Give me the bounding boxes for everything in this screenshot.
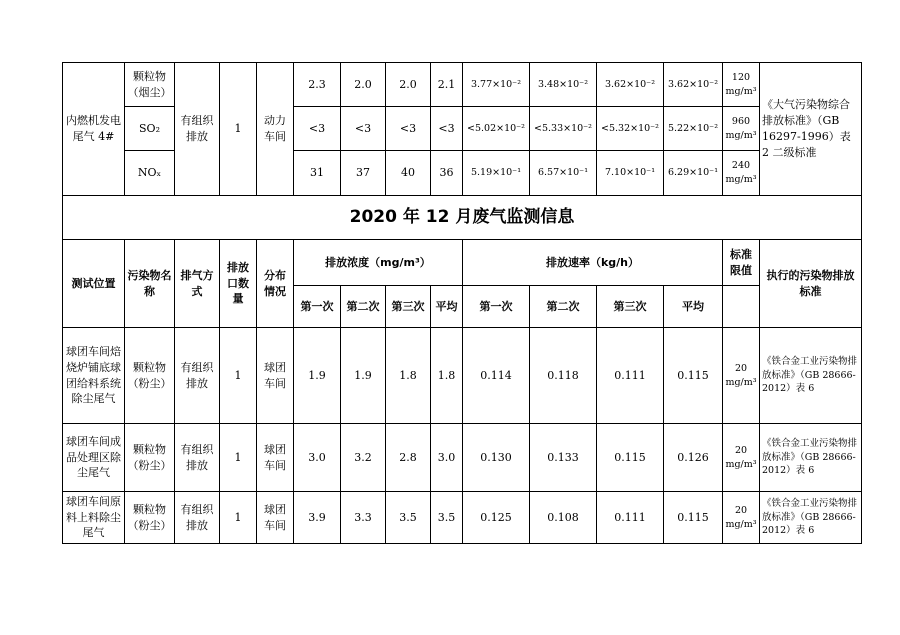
rate-cell: 0.118 [530,328,597,424]
limit-cell: 20 mg/m³ [723,424,760,492]
rate-cell: 6.29×10⁻¹ [664,151,723,196]
limit-cell: 240 mg/m³ [723,151,760,196]
distribution-cell: 球团车间 [257,328,294,424]
rate-cell: 0.126 [664,424,723,492]
conc-cell: 37 [341,151,386,196]
table-row [63,63,862,107]
mode-cell: 有组织排放 [175,63,220,196]
rate-cell: 0.115 [597,424,664,492]
limit-cell: 20 mg/m³ [723,492,760,544]
conc-cell: 3.2 [341,424,386,492]
pollutant-cell: 颗粒物（粉尘） [125,492,175,544]
conc-cell: <3 [341,107,386,151]
distribution-cell: 球团车间 [257,492,294,544]
conc-cell: <3 [386,107,431,151]
mode-cell: 有组织排放 [175,492,220,544]
conc-cell: 3.0 [431,424,463,492]
header-limit: 标准限值 [723,240,760,286]
conc-cell: 31 [294,151,341,196]
conc-cell: 3.3 [341,492,386,544]
conc-cell: 3.5 [431,492,463,544]
pollutant-cell: 颗粒物（粉尘） [125,328,175,424]
table-row [63,424,862,492]
header-concentration: 排放浓度（mg/m³） [294,240,463,286]
conc-cell: 3.5 [386,492,431,544]
conc-cell: 3.0 [294,424,341,492]
standard-cell: 《铁合金工业污染物排放标准》（GB 28666-2012）表 6 [760,492,862,544]
conc-cell: 1.9 [294,328,341,424]
mode-cell: 有组织排放 [175,328,220,424]
header-location: 测试位置 [63,240,125,328]
rate-cell: 3.62×10⁻² [597,63,664,107]
conc-cell: 2.1 [431,63,463,107]
subheader-cell: 第二次 [530,286,597,328]
header-mode: 排气方式 [175,240,220,328]
table-row [63,328,862,424]
location-cell: 球团车间焙烧炉铺底球团给料系统除尘尾气 [63,328,125,424]
rate-cell: 5.22×10⁻² [664,107,723,151]
location-cell: 球团车间原料上料除尘尾气 [63,492,125,544]
subheader-cell: 第三次 [597,286,664,328]
conc-cell: 2.0 [386,63,431,107]
pollutant-cell: 颗粒物（粉尘） [125,424,175,492]
subheader-cell: 平均 [664,286,723,328]
subheader-cell: 第三次 [386,286,431,328]
rate-cell: 6.57×10⁻¹ [530,151,597,196]
rate-cell: 0.130 [463,424,530,492]
pollutant-cell: SO₂ [125,107,175,151]
conc-cell: 40 [386,151,431,196]
rate-cell: 0.133 [530,424,597,492]
pollutant-cell: NOₓ [125,151,175,196]
rate-cell: 3.48×10⁻² [530,63,597,107]
header-outlets: 排放口数量 [220,240,257,328]
rate-cell: <5.02×10⁻² [463,107,530,151]
location-cell: 球团车间成品处理区除尘尾气 [63,424,125,492]
table-row [63,492,862,544]
conc-cell: 2.0 [341,63,386,107]
rate-cell: 3.62×10⁻² [664,63,723,107]
header-standard: 执行的污染物排放标准 [760,240,862,328]
outlets-cell: 1 [220,424,257,492]
rate-cell: <5.32×10⁻² [597,107,664,151]
standard-cell: 《大气污染物综合排放标准》（GB 16297-1996）表 2 二级标准 [760,63,862,196]
conc-cell: 2.8 [386,424,431,492]
rate-cell: 0.115 [664,328,723,424]
conc-cell: 1.8 [431,328,463,424]
rate-cell: <5.33×10⁻² [530,107,597,151]
header-row [63,240,862,286]
location-cell: 内燃机发电尾气 4# [63,63,125,196]
pollutant-cell: 颗粒物（烟尘） [125,63,175,107]
rate-cell: 3.77×10⁻² [463,63,530,107]
rate-cell: 7.10×10⁻¹ [597,151,664,196]
distribution-cell: 球团车间 [257,424,294,492]
subheader-cell: 平均 [431,286,463,328]
conc-cell: <3 [431,107,463,151]
conc-cell: 1.8 [386,328,431,424]
section-title: 2020 年 12 月废气监测信息 [63,196,862,240]
standard-cell: 《铁合金工业污染物排放标准》（GB 28666-2012）表 6 [760,424,862,492]
conc-cell: 1.9 [341,328,386,424]
conc-cell: 36 [431,151,463,196]
rate-cell: 0.108 [530,492,597,544]
outlets-cell: 1 [220,63,257,196]
rate-cell: 5.19×10⁻¹ [463,151,530,196]
distribution-cell: 动力车间 [257,63,294,196]
mode-cell: 有组织排放 [175,424,220,492]
standard-cell: 《铁合金工业污染物排放标准》（GB 28666-2012）表 6 [760,328,862,424]
rate-cell: 0.111 [597,328,664,424]
header-pollutant: 污染物名称 [125,240,175,328]
header-rate: 排放速率（kg/h） [463,240,723,286]
limit-cell: 960 mg/m³ [723,107,760,151]
section-title-row [63,196,862,240]
limit-cell: 120 mg/m³ [723,63,760,107]
subheader-cell: 第一次 [294,286,341,328]
conc-cell: 3.9 [294,492,341,544]
subheader-cell: 第一次 [463,286,530,328]
monitoring-table [62,62,862,544]
header-distribution: 分布情况 [257,240,294,328]
outlets-cell: 1 [220,492,257,544]
limit-cell: 20 mg/m³ [723,328,760,424]
conc-cell: <3 [294,107,341,151]
rate-cell: 0.125 [463,492,530,544]
outlets-cell: 1 [220,328,257,424]
subheader-cell: 第二次 [341,286,386,328]
rate-cell: 0.114 [463,328,530,424]
conc-cell: 2.3 [294,63,341,107]
rate-cell: 0.111 [597,492,664,544]
rate-cell: 0.115 [664,492,723,544]
